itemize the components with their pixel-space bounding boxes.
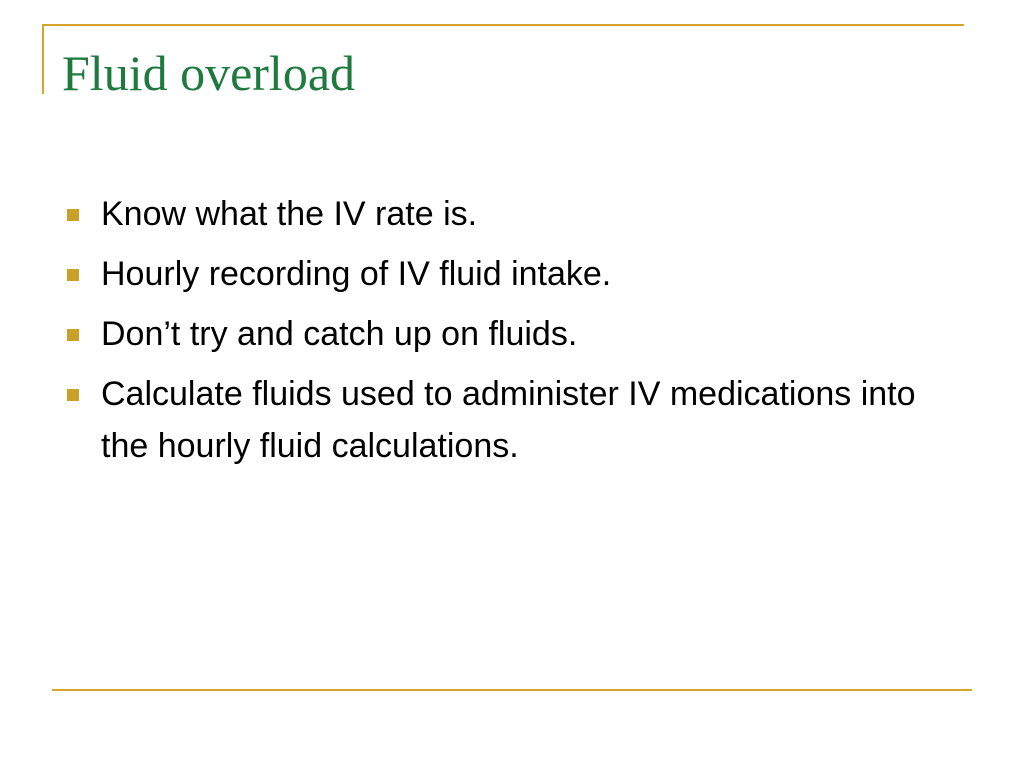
square-bullet-icon — [67, 269, 79, 281]
slide-title: Fluid overload — [62, 45, 356, 101]
square-bullet-icon — [67, 209, 79, 221]
bullet-text: Calculate fluids used to administer IV medications into the hourly fluid calculations. — [101, 375, 916, 465]
bottom-accent-line — [52, 689, 972, 691]
bullet-item — [64, 368, 964, 472]
square-bullet-icon — [67, 329, 79, 341]
bullet-list — [64, 188, 964, 480]
bullet-text: Don’t try and catch up on fluids. — [101, 315, 578, 353]
left-accent-line — [42, 24, 44, 94]
bullet-item — [64, 248, 964, 300]
bullet-item — [64, 308, 964, 360]
bullet-text: Know what the IV rate is. — [101, 195, 478, 233]
bullet-text: Hourly recording of IV fluid intake. — [101, 255, 612, 293]
square-bullet-icon — [67, 389, 79, 401]
bullet-item — [64, 188, 964, 240]
top-accent-line — [42, 24, 964, 26]
